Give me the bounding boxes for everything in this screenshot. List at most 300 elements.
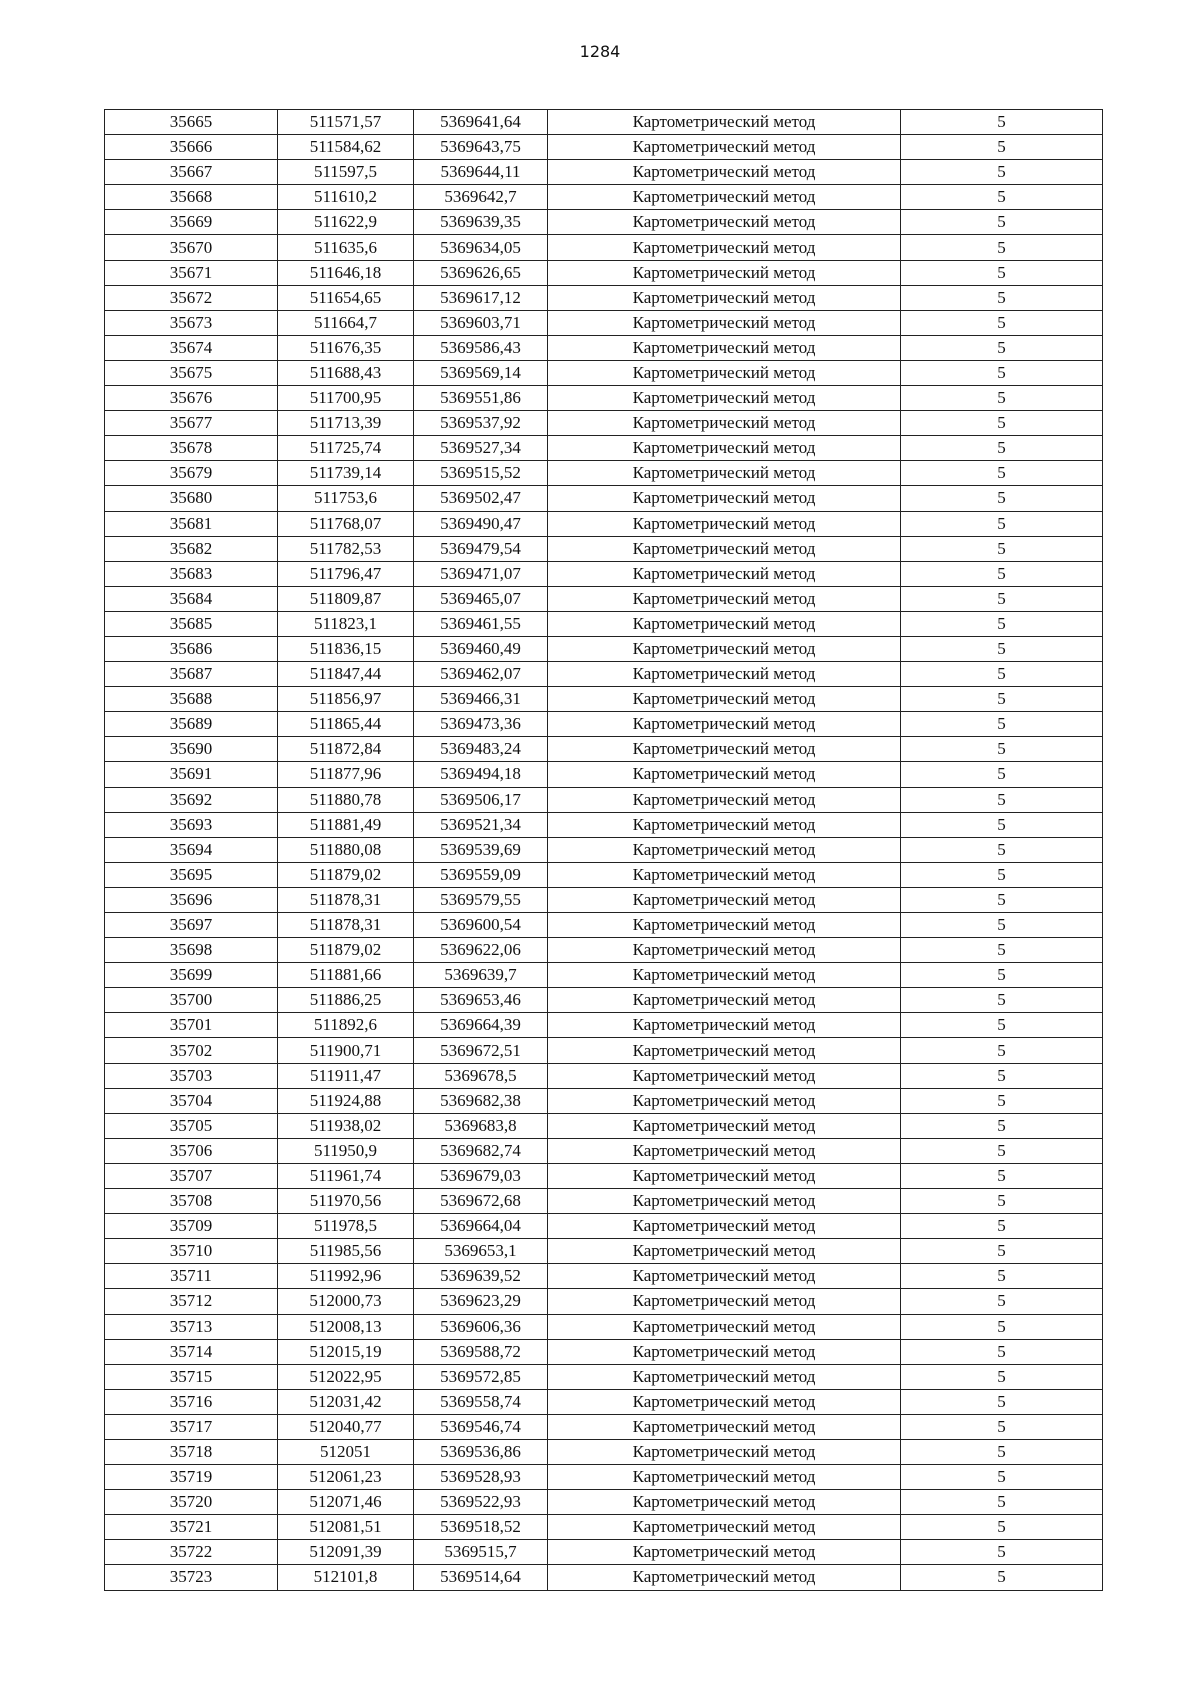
point-number-cell: 35696 [105, 887, 278, 912]
point-number-cell: 35675 [105, 360, 278, 385]
accuracy-cell: 5 [901, 110, 1103, 135]
point-number-cell: 35710 [105, 1239, 278, 1264]
x-coordinate-cell: 511597,5 [278, 160, 414, 185]
method-cell: Картометрический метод [548, 335, 901, 360]
accuracy-cell: 5 [901, 1364, 1103, 1389]
x-coordinate-cell: 511809,87 [278, 586, 414, 611]
method-cell: Картометрический метод [548, 1013, 901, 1038]
table-row [105, 787, 1103, 812]
point-number-cell: 35669 [105, 210, 278, 235]
y-coordinate-cell: 5369679,03 [414, 1163, 548, 1188]
accuracy-cell: 5 [901, 812, 1103, 837]
point-number-cell: 35719 [105, 1465, 278, 1490]
table-row [105, 662, 1103, 687]
y-coordinate-cell: 5369639,7 [414, 963, 548, 988]
x-coordinate-cell: 511622,9 [278, 210, 414, 235]
y-coordinate-cell: 5369490,47 [414, 511, 548, 536]
method-cell: Картометрический метод [548, 913, 901, 938]
y-coordinate-cell: 5369558,74 [414, 1389, 548, 1414]
point-number-cell: 35721 [105, 1515, 278, 1540]
x-coordinate-cell: 511924,88 [278, 1088, 414, 1113]
table-row [105, 1465, 1103, 1490]
point-number-cell: 35691 [105, 762, 278, 787]
y-coordinate-cell: 5369672,68 [414, 1189, 548, 1214]
method-cell: Картометрический метод [548, 762, 901, 787]
point-number-cell: 35705 [105, 1113, 278, 1138]
method-cell: Картометрический метод [548, 210, 901, 235]
y-coordinate-cell: 5369461,55 [414, 611, 548, 636]
x-coordinate-cell: 511879,02 [278, 862, 414, 887]
point-number-cell: 35676 [105, 386, 278, 411]
table-row [105, 1038, 1103, 1063]
point-number-cell: 35666 [105, 135, 278, 160]
point-number-cell: 35717 [105, 1414, 278, 1439]
table-row [105, 712, 1103, 737]
x-coordinate-cell: 511880,08 [278, 837, 414, 862]
method-cell: Картометрический метод [548, 185, 901, 210]
accuracy-cell: 5 [901, 335, 1103, 360]
y-coordinate-cell: 5369683,8 [414, 1113, 548, 1138]
x-coordinate-cell: 512015,19 [278, 1339, 414, 1364]
method-cell: Картометрический метод [548, 586, 901, 611]
x-coordinate-cell: 511688,43 [278, 360, 414, 385]
accuracy-cell: 5 [901, 1465, 1103, 1490]
table-row [105, 737, 1103, 762]
x-coordinate-cell: 511823,1 [278, 611, 414, 636]
method-cell: Картометрический метод [548, 310, 901, 335]
table-row [105, 1314, 1103, 1339]
x-coordinate-cell: 512101,8 [278, 1565, 414, 1590]
x-coordinate-cell: 511961,74 [278, 1163, 414, 1188]
point-number-cell: 35702 [105, 1038, 278, 1063]
accuracy-cell: 5 [901, 411, 1103, 436]
method-cell: Картометрический метод [548, 812, 901, 837]
table-row [105, 913, 1103, 938]
method-cell: Картометрический метод [548, 536, 901, 561]
accuracy-cell: 5 [901, 636, 1103, 661]
x-coordinate-cell: 511713,39 [278, 411, 414, 436]
table-row [105, 1439, 1103, 1464]
point-number-cell: 35698 [105, 938, 278, 963]
y-coordinate-cell: 5369466,31 [414, 687, 548, 712]
method-cell: Картометрический метод [548, 461, 901, 486]
accuracy-cell: 5 [901, 787, 1103, 812]
method-cell: Картометрический метод [548, 1314, 901, 1339]
y-coordinate-cell: 5369518,52 [414, 1515, 548, 1540]
method-cell: Картометрический метод [548, 662, 901, 687]
table-row [105, 536, 1103, 561]
accuracy-cell: 5 [901, 887, 1103, 912]
point-number-cell: 35672 [105, 285, 278, 310]
y-coordinate-cell: 5369546,74 [414, 1414, 548, 1439]
x-coordinate-cell: 511635,6 [278, 235, 414, 260]
table-row [105, 1138, 1103, 1163]
method-cell: Картометрический метод [548, 1289, 901, 1314]
accuracy-cell: 5 [901, 1138, 1103, 1163]
y-coordinate-cell: 5369483,24 [414, 737, 548, 762]
table-row [105, 1013, 1103, 1038]
y-coordinate-cell: 5369537,92 [414, 411, 548, 436]
table-row [105, 887, 1103, 912]
accuracy-cell: 5 [901, 561, 1103, 586]
accuracy-cell: 5 [901, 210, 1103, 235]
method-cell: Картометрический метод [548, 1088, 901, 1113]
x-coordinate-cell: 511950,9 [278, 1138, 414, 1163]
table-row [105, 1264, 1103, 1289]
table-row [105, 1163, 1103, 1188]
y-coordinate-cell: 5369653,1 [414, 1239, 548, 1264]
y-coordinate-cell: 5369606,36 [414, 1314, 548, 1339]
x-coordinate-cell: 511856,97 [278, 687, 414, 712]
accuracy-cell: 5 [901, 1239, 1103, 1264]
point-number-cell: 35686 [105, 636, 278, 661]
table-row [105, 411, 1103, 436]
x-coordinate-cell: 512071,46 [278, 1490, 414, 1515]
point-number-cell: 35670 [105, 235, 278, 260]
x-coordinate-cell: 511881,66 [278, 963, 414, 988]
point-number-cell: 35706 [105, 1138, 278, 1163]
method-cell: Картометрический метод [548, 611, 901, 636]
x-coordinate-cell: 511872,84 [278, 737, 414, 762]
accuracy-cell: 5 [901, 712, 1103, 737]
table-row [105, 812, 1103, 837]
y-coordinate-cell: 5369536,86 [414, 1439, 548, 1464]
table-row [105, 1063, 1103, 1088]
y-coordinate-cell: 5369514,64 [414, 1565, 548, 1590]
method-cell: Картометрический метод [548, 260, 901, 285]
x-coordinate-cell: 511970,56 [278, 1189, 414, 1214]
method-cell: Картометрический метод [548, 837, 901, 862]
method-cell: Картометрический метод [548, 436, 901, 461]
table-row [105, 160, 1103, 185]
point-number-cell: 35684 [105, 586, 278, 611]
point-number-cell: 35693 [105, 812, 278, 837]
method-cell: Картометрический метод [548, 787, 901, 812]
method-cell: Картометрический метод [548, 1364, 901, 1389]
y-coordinate-cell: 5369494,18 [414, 762, 548, 787]
accuracy-cell: 5 [901, 185, 1103, 210]
accuracy-cell: 5 [901, 1389, 1103, 1414]
x-coordinate-cell: 511700,95 [278, 386, 414, 411]
accuracy-cell: 5 [901, 1314, 1103, 1339]
x-coordinate-cell: 512081,51 [278, 1515, 414, 1540]
accuracy-cell: 5 [901, 1289, 1103, 1314]
accuracy-cell: 5 [901, 135, 1103, 160]
point-number-cell: 35671 [105, 260, 278, 285]
accuracy-cell: 5 [901, 436, 1103, 461]
y-coordinate-cell: 5369522,93 [414, 1490, 548, 1515]
point-number-cell: 35716 [105, 1389, 278, 1414]
table-row [105, 285, 1103, 310]
point-number-cell: 35668 [105, 185, 278, 210]
x-coordinate-cell: 511880,78 [278, 787, 414, 812]
table-row [105, 988, 1103, 1013]
point-number-cell: 35694 [105, 837, 278, 862]
table-row [105, 360, 1103, 385]
method-cell: Картометрический метод [548, 511, 901, 536]
x-coordinate-cell: 511646,18 [278, 260, 414, 285]
accuracy-cell: 5 [901, 1540, 1103, 1565]
y-coordinate-cell: 5369664,39 [414, 1013, 548, 1038]
method-cell: Картометрический метод [548, 1163, 901, 1188]
y-coordinate-cell: 5369626,65 [414, 260, 548, 285]
method-cell: Картометрический метод [548, 411, 901, 436]
method-cell: Картометрический метод [548, 1138, 901, 1163]
table-row [105, 687, 1103, 712]
table-row [105, 611, 1103, 636]
table-row [105, 938, 1103, 963]
y-coordinate-cell: 5369586,43 [414, 335, 548, 360]
table-row [105, 1289, 1103, 1314]
x-coordinate-cell: 511676,35 [278, 335, 414, 360]
table-row [105, 586, 1103, 611]
y-coordinate-cell: 5369551,86 [414, 386, 548, 411]
y-coordinate-cell: 5369479,54 [414, 536, 548, 561]
table-row [105, 386, 1103, 411]
y-coordinate-cell: 5369539,69 [414, 837, 548, 862]
accuracy-cell: 5 [901, 1414, 1103, 1439]
table-row [105, 561, 1103, 586]
point-number-cell: 35722 [105, 1540, 278, 1565]
point-number-cell: 35667 [105, 160, 278, 185]
table-row [105, 461, 1103, 486]
point-number-cell: 35665 [105, 110, 278, 135]
y-coordinate-cell: 5369515,7 [414, 1540, 548, 1565]
point-number-cell: 35709 [105, 1214, 278, 1239]
point-number-cell: 35674 [105, 335, 278, 360]
y-coordinate-cell: 5369639,35 [414, 210, 548, 235]
table-row [105, 1565, 1103, 1590]
accuracy-cell: 5 [901, 386, 1103, 411]
y-coordinate-cell: 5369588,72 [414, 1339, 548, 1364]
y-coordinate-cell: 5369682,74 [414, 1138, 548, 1163]
method-cell: Картометрический метод [548, 235, 901, 260]
method-cell: Картометрический метод [548, 1113, 901, 1138]
x-coordinate-cell: 512051 [278, 1439, 414, 1464]
y-coordinate-cell: 5369527,34 [414, 436, 548, 461]
point-number-cell: 35708 [105, 1189, 278, 1214]
method-cell: Картометрический метод [548, 1565, 901, 1590]
x-coordinate-cell: 512000,73 [278, 1289, 414, 1314]
y-coordinate-cell: 5369506,17 [414, 787, 548, 812]
method-cell: Картометрический метод [548, 887, 901, 912]
x-coordinate-cell: 512061,23 [278, 1465, 414, 1490]
accuracy-cell: 5 [901, 235, 1103, 260]
x-coordinate-cell: 511654,65 [278, 285, 414, 310]
method-cell: Картометрический метод [548, 963, 901, 988]
table-row [105, 260, 1103, 285]
y-coordinate-cell: 5369471,07 [414, 561, 548, 586]
table-row [105, 862, 1103, 887]
x-coordinate-cell: 511879,02 [278, 938, 414, 963]
y-coordinate-cell: 5369462,07 [414, 662, 548, 687]
x-coordinate-cell: 511725,74 [278, 436, 414, 461]
y-coordinate-cell: 5369515,52 [414, 461, 548, 486]
method-cell: Картометрический метод [548, 1515, 901, 1540]
table-row [105, 185, 1103, 210]
point-number-cell: 35695 [105, 862, 278, 887]
accuracy-cell: 5 [901, 1490, 1103, 1515]
method-cell: Картометрический метод [548, 1239, 901, 1264]
method-cell: Картометрический метод [548, 862, 901, 887]
method-cell: Картометрический метод [548, 1490, 901, 1515]
table-row [105, 110, 1103, 135]
x-coordinate-cell: 511836,15 [278, 636, 414, 661]
x-coordinate-cell: 512040,77 [278, 1414, 414, 1439]
method-cell: Картометрический метод [548, 1389, 901, 1414]
x-coordinate-cell: 511878,31 [278, 913, 414, 938]
y-coordinate-cell: 5369678,5 [414, 1063, 548, 1088]
table-row [105, 310, 1103, 335]
table-row [105, 1339, 1103, 1364]
accuracy-cell: 5 [901, 1565, 1103, 1590]
point-number-cell: 35680 [105, 486, 278, 511]
point-number-cell: 35690 [105, 737, 278, 762]
accuracy-cell: 5 [901, 260, 1103, 285]
accuracy-cell: 5 [901, 310, 1103, 335]
point-number-cell: 35699 [105, 963, 278, 988]
x-coordinate-cell: 511911,47 [278, 1063, 414, 1088]
x-coordinate-cell: 511768,07 [278, 511, 414, 536]
accuracy-cell: 5 [901, 1163, 1103, 1188]
x-coordinate-cell: 511881,49 [278, 812, 414, 837]
accuracy-cell: 5 [901, 1013, 1103, 1038]
page-number: 1284 [579, 42, 621, 61]
x-coordinate-cell: 512008,13 [278, 1314, 414, 1339]
x-coordinate-cell: 511571,57 [278, 110, 414, 135]
accuracy-cell: 5 [901, 586, 1103, 611]
accuracy-cell: 5 [901, 913, 1103, 938]
table-body [105, 110, 1103, 1591]
accuracy-cell: 5 [901, 963, 1103, 988]
method-cell: Картометрический метод [548, 687, 901, 712]
point-number-cell: 35700 [105, 988, 278, 1013]
x-coordinate-cell: 511938,02 [278, 1113, 414, 1138]
method-cell: Картометрический метод [548, 360, 901, 385]
accuracy-cell: 5 [901, 1189, 1103, 1214]
point-number-cell: 35711 [105, 1264, 278, 1289]
table-row [105, 1389, 1103, 1414]
y-coordinate-cell: 5369653,46 [414, 988, 548, 1013]
table-row [105, 1364, 1103, 1389]
point-number-cell: 35720 [105, 1490, 278, 1515]
method-cell: Картометрический метод [548, 1214, 901, 1239]
accuracy-cell: 5 [901, 461, 1103, 486]
table-row [105, 636, 1103, 661]
method-cell: Картометрический метод [548, 1465, 901, 1490]
point-number-cell: 35678 [105, 436, 278, 461]
table-row [105, 1113, 1103, 1138]
table-row [105, 135, 1103, 160]
table-row [105, 1239, 1103, 1264]
y-coordinate-cell: 5369528,93 [414, 1465, 548, 1490]
x-coordinate-cell: 512031,42 [278, 1389, 414, 1414]
y-coordinate-cell: 5369473,36 [414, 712, 548, 737]
table-row [105, 963, 1103, 988]
x-coordinate-cell: 511739,14 [278, 461, 414, 486]
x-coordinate-cell: 512091,39 [278, 1540, 414, 1565]
x-coordinate-cell: 511610,2 [278, 185, 414, 210]
point-number-cell: 35673 [105, 310, 278, 335]
table-row [105, 1088, 1103, 1113]
y-coordinate-cell: 5369521,34 [414, 812, 548, 837]
method-cell: Картометрический метод [548, 486, 901, 511]
point-number-cell: 35703 [105, 1063, 278, 1088]
accuracy-cell: 5 [901, 862, 1103, 887]
point-number-cell: 35689 [105, 712, 278, 737]
x-coordinate-cell: 511847,44 [278, 662, 414, 687]
method-cell: Картометрический метод [548, 1540, 901, 1565]
table-row [105, 210, 1103, 235]
point-number-cell: 35697 [105, 913, 278, 938]
y-coordinate-cell: 5369617,12 [414, 285, 548, 310]
point-number-cell: 35704 [105, 1088, 278, 1113]
y-coordinate-cell: 5369559,09 [414, 862, 548, 887]
x-coordinate-cell: 511900,71 [278, 1038, 414, 1063]
point-number-cell: 35713 [105, 1314, 278, 1339]
coordinates-table [104, 109, 1103, 1591]
point-number-cell: 35692 [105, 787, 278, 812]
accuracy-cell: 5 [901, 1515, 1103, 1540]
accuracy-cell: 5 [901, 1113, 1103, 1138]
method-cell: Картометрический метод [548, 1063, 901, 1088]
point-number-cell: 35707 [105, 1163, 278, 1188]
y-coordinate-cell: 5369634,05 [414, 235, 548, 260]
method-cell: Картометрический метод [548, 1189, 901, 1214]
y-coordinate-cell: 5369643,75 [414, 135, 548, 160]
y-coordinate-cell: 5369682,38 [414, 1088, 548, 1113]
point-number-cell: 35681 [105, 511, 278, 536]
accuracy-cell: 5 [901, 1339, 1103, 1364]
x-coordinate-cell: 511992,96 [278, 1264, 414, 1289]
point-number-cell: 35715 [105, 1364, 278, 1389]
accuracy-cell: 5 [901, 1063, 1103, 1088]
accuracy-cell: 5 [901, 988, 1103, 1013]
y-coordinate-cell: 5369672,51 [414, 1038, 548, 1063]
method-cell: Картометрический метод [548, 636, 901, 661]
point-number-cell: 35712 [105, 1289, 278, 1314]
accuracy-cell: 5 [901, 285, 1103, 310]
y-coordinate-cell: 5369603,71 [414, 310, 548, 335]
method-cell: Картометрический метод [548, 561, 901, 586]
point-number-cell: 35701 [105, 1013, 278, 1038]
accuracy-cell: 5 [901, 536, 1103, 561]
x-coordinate-cell: 511782,53 [278, 536, 414, 561]
accuracy-cell: 5 [901, 1439, 1103, 1464]
accuracy-cell: 5 [901, 360, 1103, 385]
table-row [105, 486, 1103, 511]
point-number-cell: 35683 [105, 561, 278, 586]
point-number-cell: 35718 [105, 1439, 278, 1464]
x-coordinate-cell: 511753,6 [278, 486, 414, 511]
table-row [105, 1214, 1103, 1239]
method-cell: Картометрический метод [548, 160, 901, 185]
x-coordinate-cell: 511584,62 [278, 135, 414, 160]
table-row [105, 1490, 1103, 1515]
y-coordinate-cell: 5369572,85 [414, 1364, 548, 1389]
table-row [105, 1540, 1103, 1565]
method-cell: Картометрический метод [548, 1038, 901, 1063]
method-cell: Картометрический метод [548, 135, 901, 160]
table-row [105, 1515, 1103, 1540]
x-coordinate-cell: 511796,47 [278, 561, 414, 586]
y-coordinate-cell: 5369642,7 [414, 185, 548, 210]
x-coordinate-cell: 511886,25 [278, 988, 414, 1013]
x-coordinate-cell: 511985,56 [278, 1239, 414, 1264]
x-coordinate-cell: 511878,31 [278, 887, 414, 912]
y-coordinate-cell: 5369502,47 [414, 486, 548, 511]
point-number-cell: 35714 [105, 1339, 278, 1364]
